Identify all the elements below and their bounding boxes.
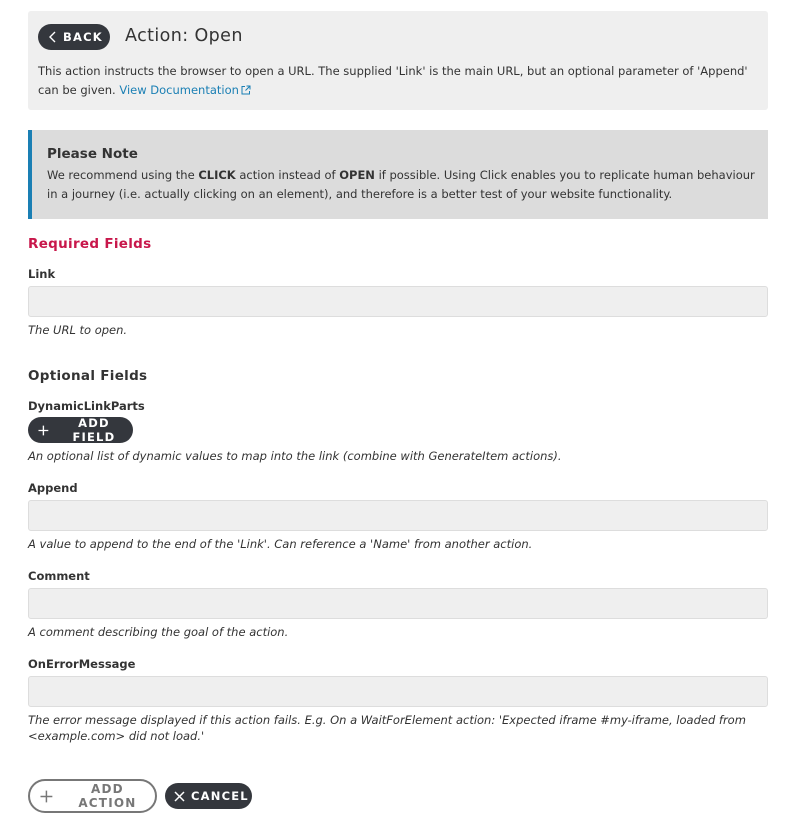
on-error-message-input[interactable] bbox=[28, 676, 768, 707]
description-text: This action instructs the browser to open a URL. The supplied 'Link' is the main URL, but an optional parameter of 'Append' can be given. bbox=[38, 64, 748, 97]
external-link-icon bbox=[241, 85, 251, 95]
action-header-panel bbox=[28, 11, 768, 110]
cancel-label: CANCEL bbox=[191, 789, 249, 803]
note-text-part: action instead of bbox=[235, 168, 340, 182]
note-text-bold: OPEN bbox=[339, 168, 375, 182]
page-title: Action: Open bbox=[125, 26, 243, 46]
cancel-button[interactable] bbox=[165, 783, 252, 809]
close-icon bbox=[174, 791, 185, 802]
action-description bbox=[38, 62, 758, 100]
chevron-left-icon bbox=[48, 31, 57, 43]
note-text bbox=[47, 166, 757, 204]
note-text-part: We recommend using the bbox=[47, 168, 199, 182]
view-documentation-link[interactable] bbox=[119, 83, 251, 97]
on-error-message-help: The error message displayed if this action fails. E.g. On a WaitForElement action: 'Expected iframe #my-iframe, loaded from <example.com> did not load.' bbox=[28, 713, 746, 743]
append-input[interactable] bbox=[28, 500, 768, 531]
link-label: Link bbox=[28, 267, 56, 281]
required-fields-heading: Required Fields bbox=[28, 236, 152, 252]
comment-input[interactable] bbox=[28, 588, 768, 619]
dynamic-link-parts-label: DynamicLinkParts bbox=[28, 399, 145, 413]
add-field-label: ADD FIELD bbox=[72, 416, 116, 444]
add-action-button[interactable] bbox=[28, 779, 157, 813]
plus-icon bbox=[38, 425, 49, 436]
note-text-part: if possible. Using Click enables you to replicate human behaviour in a journey (i.e. actually clicking on an element), and therefore is a better test of your website functionality. bbox=[47, 168, 755, 201]
comment-help: A comment describing the goal of the action. bbox=[28, 625, 289, 639]
note-text-bold: CLICK bbox=[198, 168, 236, 182]
on-error-message-label: OnErrorMessage bbox=[28, 657, 136, 671]
note-title: Please Note bbox=[47, 146, 138, 162]
optional-fields-heading: Optional Fields bbox=[28, 368, 148, 384]
back-button[interactable] bbox=[38, 24, 110, 50]
append-help: A value to append to the end of the 'Link'. Can reference a 'Name' from another action. bbox=[28, 537, 533, 551]
dynamic-link-parts-help: An optional list of dynamic values to map into the link (combine with GenerateItem actions). bbox=[28, 449, 562, 463]
add-action-label: ADD ACTION bbox=[78, 782, 137, 810]
back-button-label: BACK bbox=[63, 30, 103, 44]
comment-label: Comment bbox=[28, 569, 90, 583]
doc-link-label: View Documentation bbox=[119, 83, 239, 97]
link-input[interactable] bbox=[28, 286, 768, 317]
append-label: Append bbox=[28, 481, 78, 495]
plus-icon bbox=[40, 790, 53, 803]
link-help: The URL to open. bbox=[28, 323, 128, 337]
please-note-panel bbox=[28, 130, 768, 219]
add-field-button[interactable] bbox=[28, 417, 133, 443]
